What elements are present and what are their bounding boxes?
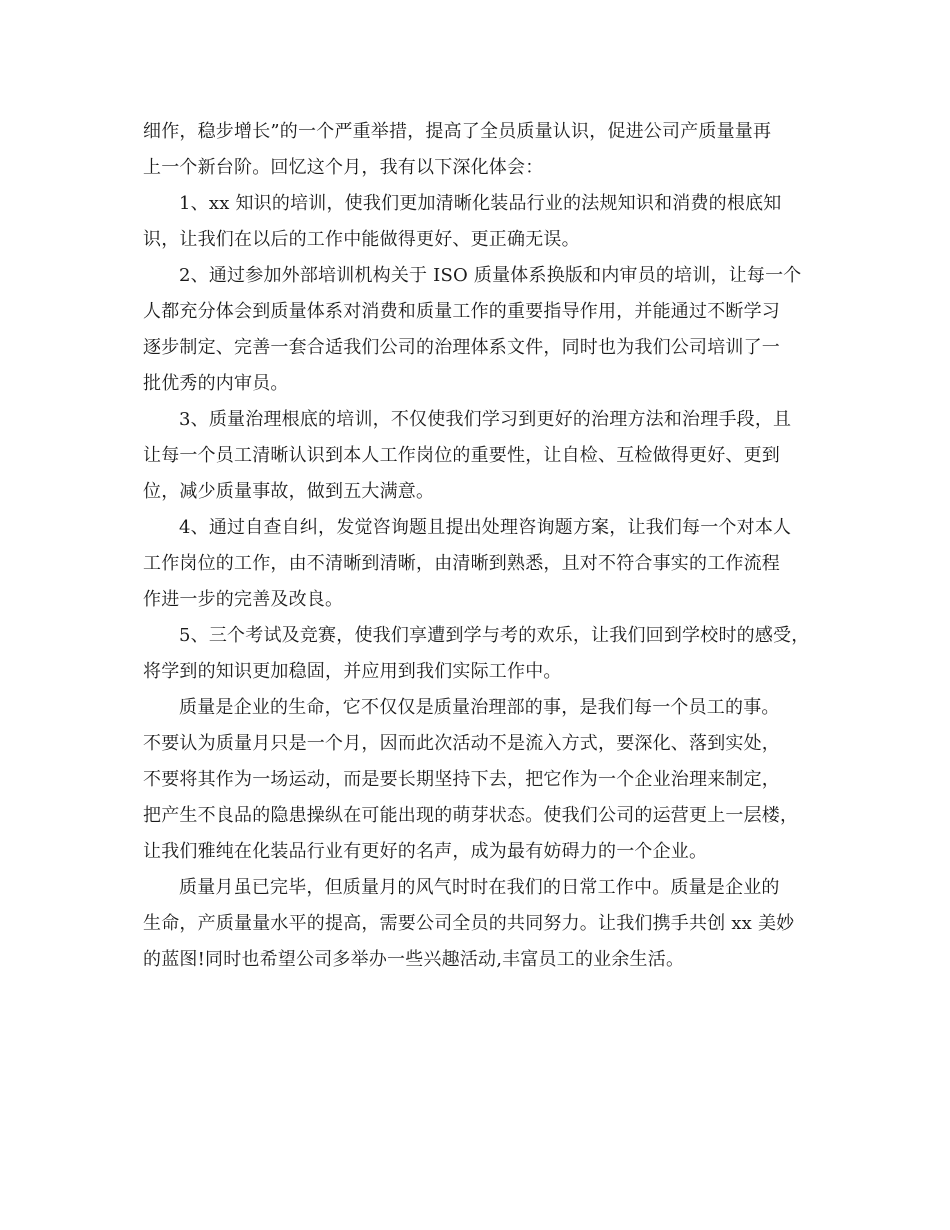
text-line: 把产生不良品的隐患操纵在可能出现的萌芽状态。使我们公司的运营更上一层楼， xyxy=(143,805,799,826)
text-line: 不要认为质量月只是一个月，因而此次活动不是流入方式，要深化、落到实处， xyxy=(143,733,780,754)
text-line: 2、通过参加外部培训机构关于 ISO 质量体系换版和内审员的培训，让每一个 xyxy=(179,265,802,286)
text-line: 4、通过自查自纠，发觉咨询题且提出处理咨询题方案，让我们每一个对本人 xyxy=(179,517,792,538)
text-line: 识，让我们在以后的工作中能做得更好、更正确无误。 xyxy=(143,229,580,250)
text-line: 人都充分体会到质量体系对消费和质量工作的重要指导作用，并能通过不断学习 xyxy=(143,301,780,322)
text-line: 位，减少质量事故，做到五大满意。 xyxy=(143,481,435,502)
text-line: 质量是企业的生命，它不仅仅是质量治理部的事，是我们每一个员工的事。 xyxy=(179,697,780,718)
text-line: 作进一步的完善及改良。 xyxy=(143,589,344,610)
text-line: 逐步制定、完善一套合适我们公司的治理体系文件，同时也为我们公司培训了一 xyxy=(143,337,780,358)
text-line: 质量月虽已完毕，但质量月的风气时时在我们的日常工作中。质量是企业的 xyxy=(179,877,780,898)
text-line: 生命，产质量量水平的提高，需要公司全员的共同努力。让我们携手共创 xx 美妙 xyxy=(143,913,795,934)
text-line: 批优秀的内审员。 xyxy=(143,373,289,394)
text-line: 让我们雅纯在化装品行业有更好的名声，成为最有妨碍力的一个企业。 xyxy=(143,841,708,862)
text-line: 5、三个考试及竞赛，使我们享遭到学与考的欢乐，让我们回到学校时的感受， xyxy=(179,625,810,646)
text-line: 细作，稳步增长”的一个严重举措，提高了全员质量认识，促进公司产质量量再 xyxy=(143,121,772,142)
text-line: 让每一个员工清晰认识到本人工作岗位的重要性，让自检、互检做得更好、更到 xyxy=(143,445,780,466)
text-line: 上一个新台阶。回忆这个月，我有以下深化体会： xyxy=(143,157,544,178)
text-line: 工作岗位的工作，由不清晰到清晰，由清晰到熟悉，且对不符合事实的工作流程 xyxy=(143,553,780,574)
text-line: 将学到的知识更加稳固，并应用到我们实际工作中。 xyxy=(143,661,562,682)
document-body xyxy=(143,114,818,978)
text-line: 3、质量治理根底的培训，不仅使我们学习到更好的治理方法和治理手段，且 xyxy=(179,409,792,430)
text-line: 的蓝图!同时也希望公司多举办一些兴趣活动,丰富员工的业余生活。 xyxy=(143,949,685,970)
text-line: 不要将其作为一场运动，而是要长期坚持下去，把它作为一个企业治理来制定， xyxy=(143,769,780,790)
text-line: 1、xx 知识的培训，使我们更加清晰化装品行业的法规知识和消费的根底知 xyxy=(179,193,782,214)
